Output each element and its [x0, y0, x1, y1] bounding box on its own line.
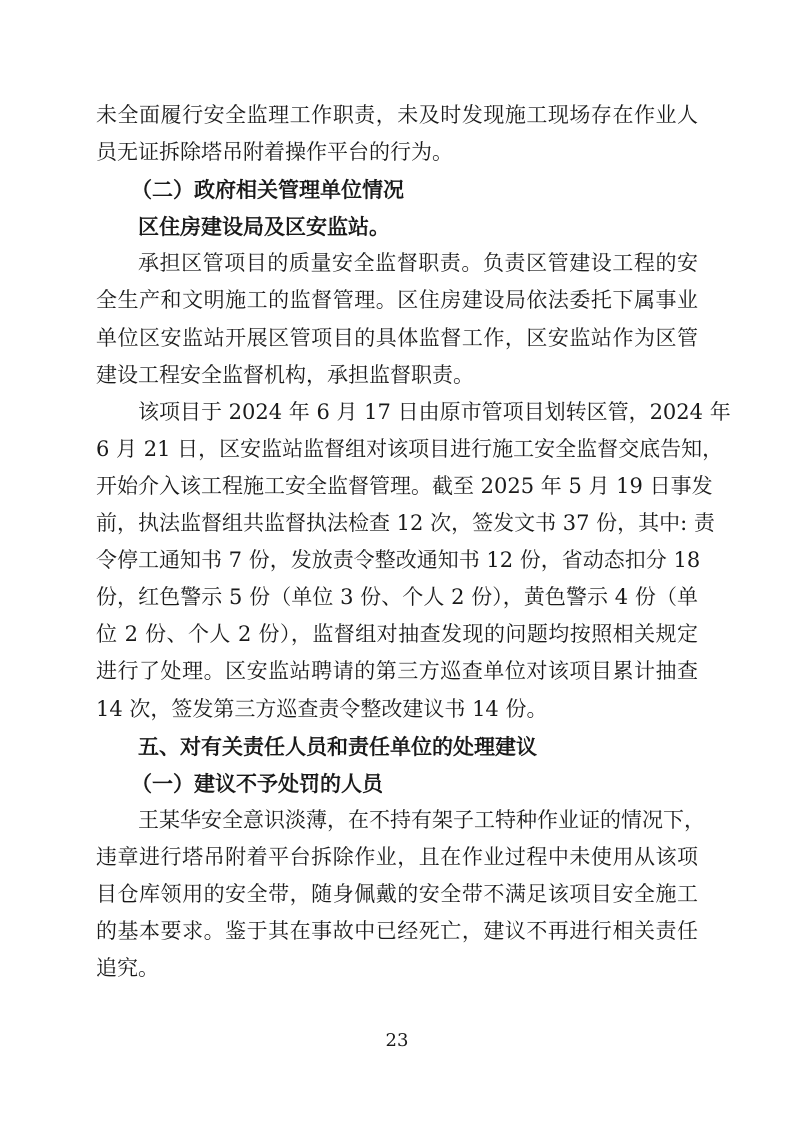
subsection-heading: （一）建议不予处罚的人员 [131, 770, 383, 796]
page-number: 23 [385, 1030, 409, 1051]
paragraph-line: 的基本要求。鉴于其在事故中已经死亡，建议不再进行相关责任 [96, 919, 698, 944]
paragraph-line: 目仓库领用的安全带，随身佩戴的安全带不满足该项目安全施工 [96, 881, 698, 906]
paragraph-line: 开始介入该工程施工安全监督管理。截至 2025 年 5 月 19 日事发 [96, 473, 713, 498]
paragraph-line: 进行了处理。区安监站聘请的第三方巡查单位对该项目累计抽查 [96, 659, 698, 684]
paragraph-line: 6 月 21 日，区安监站监督组对该项目进行施工安全监督交底告知， [96, 436, 724, 461]
paragraph-line: 追究。 [96, 956, 159, 981]
paragraph-line: 前，执法监督组共监督执法检查 12 次，签发文书 37 份，其中: 责 [96, 511, 715, 536]
paragraph-line: 建设工程安全监督机构，承担监督职责。 [96, 362, 474, 387]
paragraph-line: 令停工通知书 7 份，发放责令整改通知书 12 份，省动态扣分 18 [96, 548, 701, 573]
paragraph-line: 王某华安全意识淡薄，在不持有架子工特种作业证的情况下， [138, 807, 705, 832]
paragraph-line: 单位区安监站开展区管项目的具体监督工作，区安监站作为区管 [96, 325, 698, 350]
paragraph-line: 员无证拆除塔吊附着操作平台的行为。 [96, 140, 453, 165]
paragraph-line: 未全面履行安全监理工作职责，未及时发现施工现场存在作业人 [96, 103, 698, 127]
paragraph-line: 该项目于 2024 年 6 月 17 日由原市管项目划转区管，2024 年 [138, 399, 731, 424]
paragraph-line: 全生产和文明施工的监督管理。区住房建设局依法委托下属事业 [96, 288, 698, 313]
paragraph-line: 14 次，签发第三方巡查责令整改建议书 14 份。 [96, 696, 548, 721]
paragraph-line: 违章进行塔吊附着平台拆除作业，且在作业过程中未使用从该项 [96, 844, 698, 869]
paragraph-line: 位 2 份、个人 2 份），监督组对抽查发现的问题均按照相关规定 [96, 622, 698, 647]
paragraph-line: 承担区管项目的质量安全监督职责。负责区管建设工程的安 [138, 251, 698, 276]
document-body [96, 97, 731, 987]
subsection-heading: （二）政府相关管理单位情况 [131, 177, 404, 203]
unit-heading: 区住房建设局及区安监站。 [138, 214, 390, 240]
paragraph-line: 份，红色警示 5 份（单位 3 份、个人 2 份），黄色警示 4 份（单 [96, 585, 698, 610]
section-heading: 五、对有关责任人员和责任单位的处理建议 [138, 733, 537, 759]
